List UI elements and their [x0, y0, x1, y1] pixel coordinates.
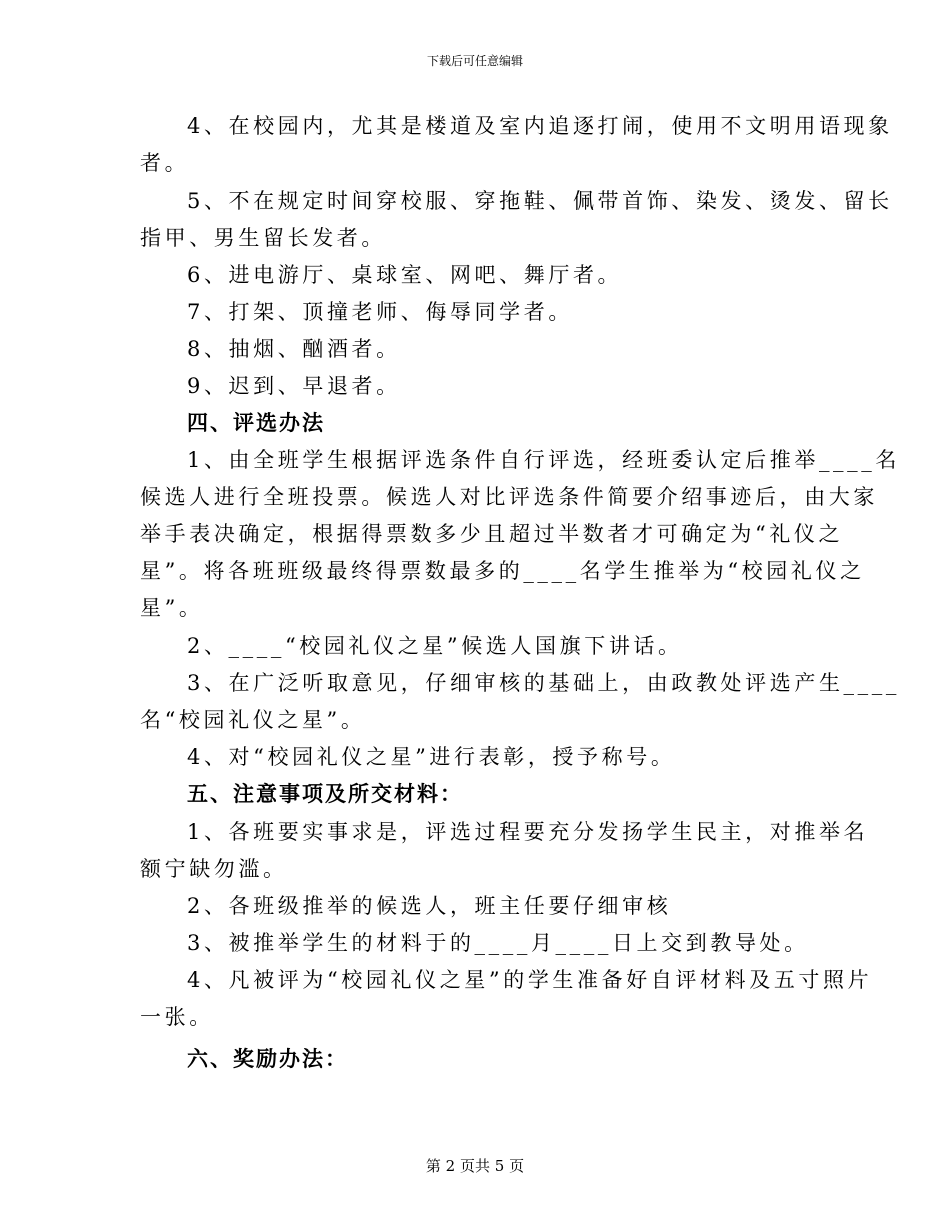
- paragraph-line: 9、迟到、早退者。: [187, 374, 401, 398]
- section-heading: 四、评选办法: [187, 410, 325, 435]
- paragraph-line: 5、不在规定时间穿校服、穿拖鞋、佩带首饰、染发、烫发、留长: [187, 189, 893, 213]
- paragraph-line: 4、凡被评为“校园礼仪之星”的学生准备好自评材料及五寸照片: [187, 968, 873, 992]
- section-heading: 五、注意事项及所交材料：: [187, 781, 463, 806]
- page-footer: 第 2 页共 5 页: [425, 1157, 525, 1175]
- paragraph-line: 1、各班要实事求是，评选过程要充分发扬学生民主，对推举名: [187, 820, 869, 844]
- paragraph-line: 星”。将各班班级最终得票数最多的____名学生推举为“校园礼仪之: [140, 559, 865, 583]
- paragraph-line: 星”。: [140, 596, 204, 620]
- page-header: 下载后可任意编辑: [426, 54, 523, 68]
- paragraph-line: 2、各班级推举的候选人，班主任要仔细审核: [187, 894, 672, 918]
- paragraph-line: 4、在校园内，尤其是楼道及室内追逐打闹，使用不文明用语现象: [187, 114, 893, 138]
- paragraph-line: 名“校园礼仪之星”。: [140, 708, 366, 732]
- paragraph-line: 3、被推举学生的材料于的____月____日上交到教导处。: [187, 931, 809, 955]
- paragraph-line: 指甲、男生留长发者。: [140, 226, 386, 250]
- paragraph-line: 7、打架、顶撞老师、侮辱同学者。: [187, 300, 573, 324]
- paragraph-line: 一张。: [140, 1005, 214, 1029]
- paragraph-line: 1、由全班学生根据评选条件自行评选，经班委认定后推举____名: [187, 448, 900, 472]
- paragraph-line: 2、____“校园礼仪之星”候选人国旗下讲话。: [187, 634, 683, 658]
- paragraph-line: 8、抽烟、酗酒者。: [187, 337, 401, 361]
- paragraph-line: 举手表决确定，根据得票数多少且超过半数者才可确定为“礼仪之: [140, 522, 844, 546]
- paragraph-line: 3、在广泛听取意见，仔细审核的基础上，由政教处评选产生____: [187, 671, 900, 695]
- paragraph-line: 6、进电游厅、桌球室、网吧、舞厅者。: [187, 263, 623, 287]
- paragraph-line: 者。: [140, 151, 190, 175]
- paragraph-line: 候选人进行全班投票。候选人对比评选条件简要介绍事迹后，由大家: [140, 485, 878, 509]
- section-heading: 六、奖励办法：: [187, 1046, 348, 1071]
- paragraph-line: 4、对“校园礼仪之星”进行表彰，授予称号。: [187, 745, 676, 769]
- paragraph-line: 额宁缺勿滥。: [140, 857, 288, 881]
